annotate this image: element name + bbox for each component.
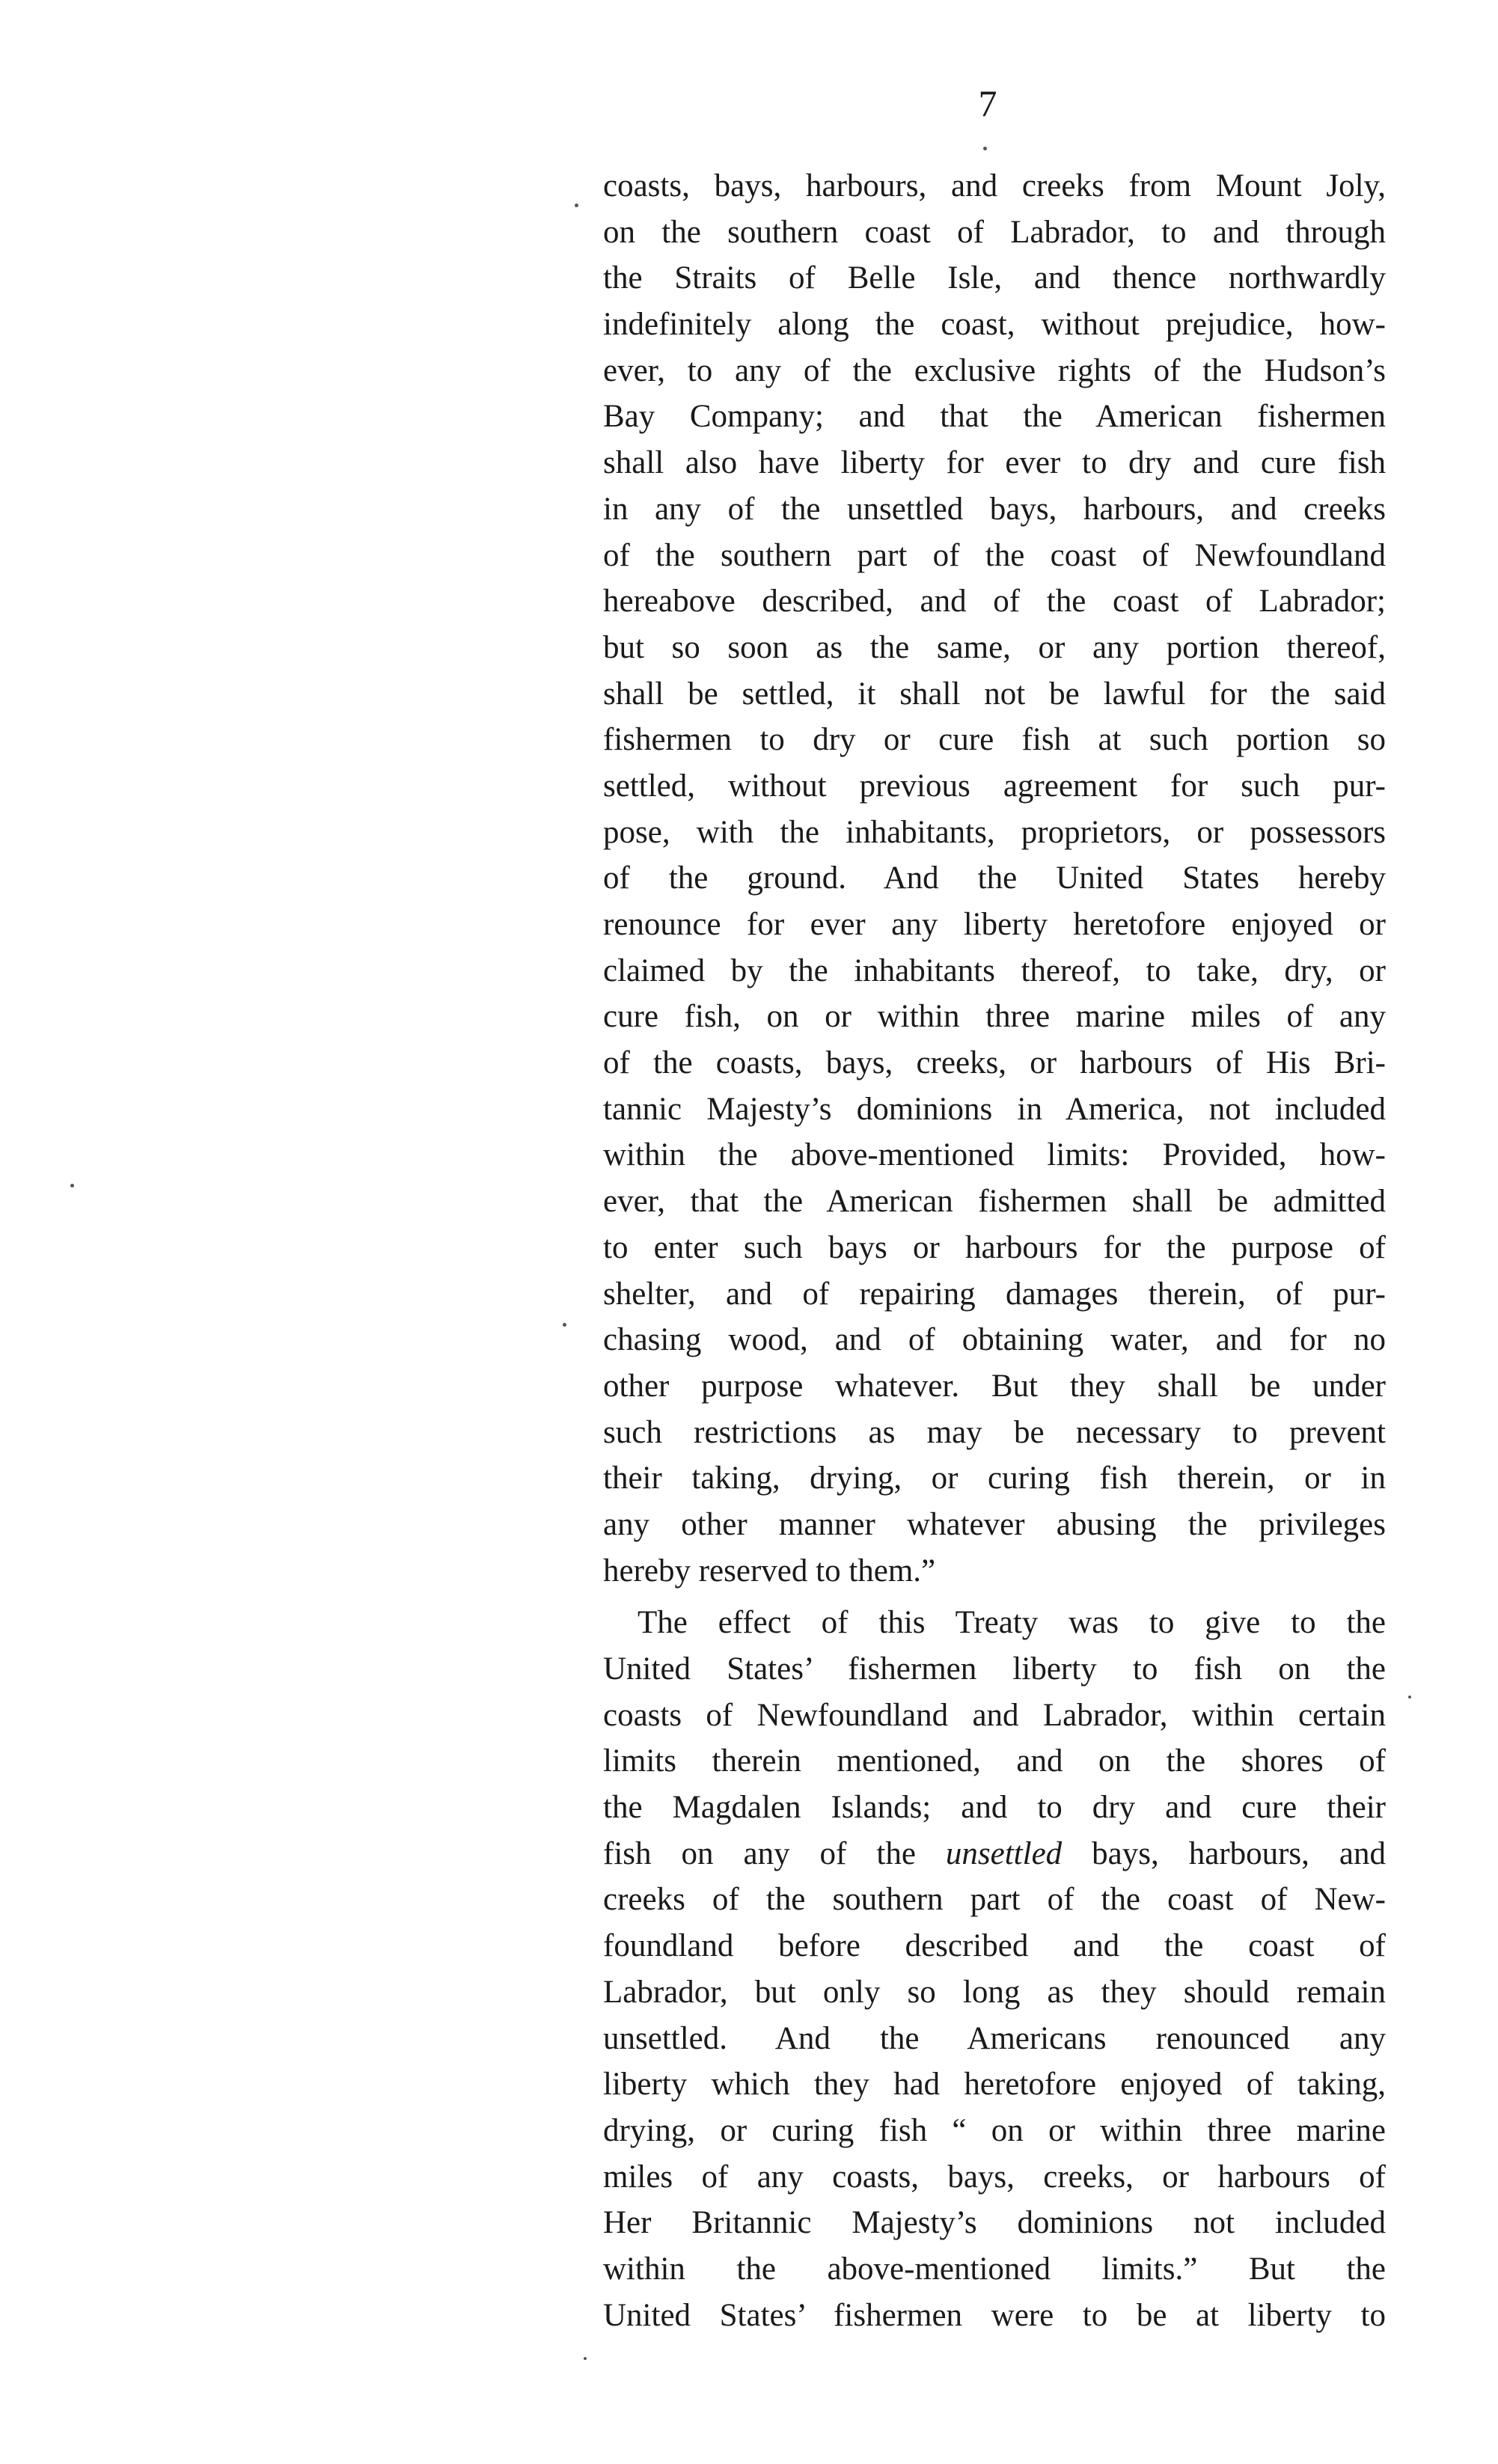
text-line: claimed by the inhabitants thereof, to take, dry, or: [603, 953, 1386, 988]
text-line: limits therein mentioned, and on the shores of: [603, 1743, 1386, 1779]
text-line: Labrador, but only so long as they should remain: [603, 1974, 1386, 2010]
text-line: in any of the unsettled bays, harbours, and creeks: [603, 491, 1386, 527]
text-line: within the above-mentioned limits.” But the: [603, 2251, 1386, 2287]
text-line: coasts, bays, harbours, and creeks from Mount Joly,: [603, 168, 1386, 204]
text-line: of the southern part of the coast of Newfoundland: [603, 537, 1386, 573]
text-line: renounce for ever any liberty heretofore enjoyed or: [603, 907, 1386, 942]
text-line: indefinitely along the coast, without prejudice, how-: [603, 307, 1386, 343]
text-line: unsettled. And the Americans renounced any: [603, 2020, 1386, 2056]
scan-speck: [575, 204, 578, 207]
text-line: any other manner whatever abusing the privileges: [603, 1506, 1386, 1542]
text-line: hereby reserved to them.”: [603, 1553, 936, 1589]
text-line: fishermen to dry or cure fish at such portion so: [603, 722, 1386, 758]
text-line: settled, without previous agreement for such pur-: [603, 768, 1386, 804]
text-line: shall also have liberty for ever to dry and cure fish: [603, 445, 1386, 481]
text-line: other purpose whatever. But they shall be under: [603, 1368, 1386, 1404]
text-line: liberty which they had heretofore enjoyed of taking,: [603, 2067, 1386, 2103]
text-line: but so soon as the same, or any portion thereof,: [603, 629, 1386, 665]
text-line: foundland before described and the coast of: [603, 1928, 1386, 1964]
paragraph: [603, 163, 1386, 1594]
text-line: of the ground. And the United States hereby: [603, 860, 1386, 896]
text-line: ever, to any of the exclusive rights of the Hudson’s: [603, 352, 1386, 388]
paragraph: [603, 1600, 1386, 2338]
text-line: United States’ fishermen liberty to fish on the: [603, 1651, 1386, 1687]
text-line: shelter, and of repairing damages therein, of pur-: [603, 1276, 1386, 1312]
text-line: the Straits of Belle Isle, and thence northwardly: [603, 260, 1386, 296]
text-line: United States’ fishermen were to be at liberty to: [603, 2297, 1386, 2333]
text-line: hereabove described, and of the coast of Labrador;: [603, 584, 1386, 620]
text-line: pose, with the inhabitants, proprietors, or possessors: [603, 814, 1386, 850]
scan-speck: [1408, 1696, 1411, 1699]
emphasis: unsettled: [945, 1835, 1063, 1871]
text-line: drying, or curing fish “ on or within three marine: [603, 2112, 1386, 2148]
text-line: their taking, drying, or curing fish therein, or in: [603, 1461, 1386, 1497]
text-line: creeks of the southern part of the coast of New-: [603, 1882, 1386, 1918]
text-line: within the above-mentioned limits: Provided, how-: [603, 1137, 1386, 1173]
text-line: of the coasts, bays, creeks, or harbours of His Bri-: [603, 1045, 1386, 1081]
text-line: Her Britannic Majesty’s dominions not included: [603, 2205, 1386, 2241]
text-line: chasing wood, and of obtaining water, and for no: [603, 1322, 1386, 1358]
scan-speck: [563, 1323, 566, 1327]
scan-speck: [70, 1184, 74, 1187]
scan-speck: [983, 147, 987, 150]
text-line: fish on any of the unsettled bays, harbours, and: [603, 1835, 1386, 1871]
scan-speck: [584, 2357, 587, 2360]
text-line: on the southern coast of Labrador, to and through: [603, 214, 1386, 250]
text-line: The effect of this Treaty was to give to the: [638, 1605, 1386, 1641]
text-line: to enter such bays or harbours for the purpose of: [603, 1229, 1386, 1265]
text-line: shall be settled, it shall not be lawful for the said: [603, 676, 1386, 712]
text-line: cure fish, on or within three marine miles of any: [603, 999, 1386, 1035]
text-line: ever, that the American fishermen shall be admitted: [603, 1184, 1386, 1220]
text-line: tannic Majesty’s dominions in America, not included: [603, 1091, 1386, 1127]
text-line: coasts of Newfoundland and Labrador, within certain: [603, 1697, 1386, 1733]
text-line: the Magdalen Islands; and to dry and cure their: [603, 1790, 1386, 1826]
text-line: such restrictions as may be necessary to prevent: [603, 1414, 1386, 1450]
text-line: miles of any coasts, bays, creeks, or harbours of: [603, 2159, 1386, 2195]
text-column: [603, 163, 1386, 2338]
text-line: Bay Company; and that the American fishermen: [603, 399, 1386, 435]
page-number: 7: [978, 82, 997, 124]
